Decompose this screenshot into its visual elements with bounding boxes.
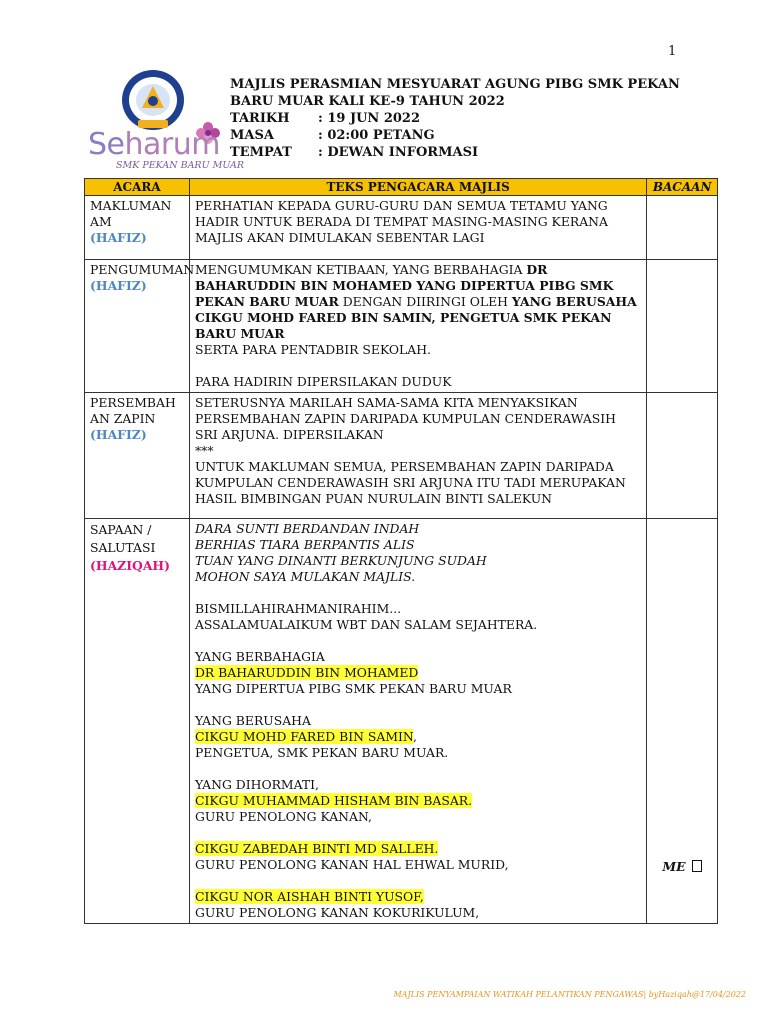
- acara-cell: MAKLUMAN AM (HAFIZ): [85, 196, 190, 260]
- acara-cell: PERSEMBAHAN ZAPIN (HAFIZ): [85, 393, 190, 519]
- checkbox-icon: [692, 860, 702, 872]
- bacaan-cell: [647, 196, 718, 260]
- speaker-label: (HAFIZ): [90, 427, 147, 442]
- teks-cell: PERHATIAN KEPADA GURU-GURU DAN SEMUA TETAMU YANG HADIR UNTUK BERADA DI TEMPAT MASING-MASING KERANA MAJLIS AKAN DIMULAKAN SEBENTAR LAGI: [189, 196, 646, 260]
- school-seal-icon: [120, 68, 186, 132]
- speaker-label: (HAFIZ): [90, 230, 147, 245]
- table-row: [85, 260, 718, 393]
- info-row-venue: TEMPAT : DEWAN INFORMASI: [230, 145, 479, 160]
- footer-note: MAJLIS PENYAMPAIAN WATIKAH PELANTIKAN PENGAWAS| byHaziqah@17/04/2022: [393, 990, 746, 999]
- guest-name: CIKGU NOR AISHAH BINTI YUSOF,: [194, 889, 424, 904]
- table-row: [85, 519, 718, 924]
- bacaan-cell: [647, 260, 718, 393]
- bacaan-cell: [647, 519, 718, 924]
- table-row: [85, 196, 718, 260]
- table-header-row: [85, 179, 718, 196]
- bacaan-marker: ME: [652, 855, 712, 875]
- guest-name: DR BAHARUDDIN BIN MOHAMED: [194, 665, 419, 680]
- acara-cell: PENGUMUMAN (HAFIZ): [85, 260, 190, 393]
- speaker-label: (HAFIZ): [90, 278, 147, 293]
- guest-name: CIKGU ZABEDAH BINTI MD SALLEH.: [194, 841, 439, 856]
- info-row-time: MASA : 02:00 PETANG: [230, 128, 435, 143]
- teks-cell: SETERUSNYA MARILAH SAMA-SAMA KITA MENYAKSIKAN PERSEMBAHAN ZAPIN DARIPADA KUMPULAN CENDERAWASIH SRI ARJUNA. DIPERSILAKAN *** UNTUK MAKLUMAN SEMUA, PERSEMBAHAN ZAPIN DARIPADA KUMPULAN CENDERAWASIH SRI ARJUNA ITU TADI MERUPAKAN HASIL BIMBINGAN PUAN NURULAIN BINTI SALEKUN: [189, 393, 646, 519]
- school-logo: [86, 68, 245, 171]
- teks-cell: MENGUMUMKAN KETIBAAN, YANG BERBAHAGIA DR BAHARUDDIN BIN MOHAMED YANG DIPERTUA PIBG SMK PEKAN BARU MUAR DENGAN DIIRINGI OLEH YANG BERUSAHA CIKGU MOHD FARED BIN SAMIN, PENGETUA SMK PEKAN BARU MUAR SERTA PARA PENTADBIR SEKOLAH. PARA HADIRIN DIPERSILAKAN DUDUK: [189, 260, 646, 393]
- bacaan-cell: [647, 393, 718, 519]
- acara-cell: SAPAAN / SALUTASI (HAZIQAH): [85, 519, 190, 924]
- page-number: 1: [668, 44, 677, 59]
- event-title: MAJLIS PERASMIAN MESYUARAT AGUNG PIBG SMK PEKAN BARU MUAR KALI KE-9 TAHUN 2022: [230, 77, 680, 109]
- header-teks: TEKS PENGACARA MAJLIS: [189, 179, 646, 196]
- brand-subtitle: SMK PEKAN BARU MUAR: [116, 160, 245, 171]
- header-acara: ACARA: [85, 179, 190, 196]
- speaker-label: (HAZIQAH): [90, 558, 171, 573]
- guest-name: CIKGU MOHD FARED BIN SAMIN: [194, 729, 413, 744]
- agenda-table: [84, 178, 718, 924]
- table-row: [85, 393, 718, 519]
- teks-cell: DARA SUNTI BERDANDAN INDAH BERHIAS TIARA BERPANTIS ALIS TUAN YANG DINANTI BERKUNJUNG SUDAH MOHON SAYA MULAKAN MAJLIS. BISMILLAHIRAHMANIRAHIM... ASSALAMUALAIKUM WBT DAN SALAM SEJAHTERA. YANG BERBAHAGIA DR BAHARUDDIN BIN MOHAMED YANG DIPERTUA PIBG SMK PEKAN BARU MUAR YANG BERUSAHA CIKGU MOHD FARED BIN SAMIN, PENGETUA, SMK PEKAN BARU MUAR. YANG DIHORMATI, CIKGU MUHAMMAD HISHAM BIN BASAR. GURU PENOLONG KANAN, CIKGU ZABEDAH BINTI MD SALLEH. GURU PENOLONG KANAN HAL EHWAL MURID, CIKGU NOR AISHAH BINTI YUSOF, GURU PENOLONG KANAN KOKURIKULUM,: [189, 519, 646, 924]
- event-header: [230, 76, 690, 161]
- header-bacaan: BACAAN: [647, 179, 718, 196]
- info-row-date: TARIKH : 19 JUN 2022: [230, 111, 421, 126]
- guest-name: CIKGU MUHAMMAD HISHAM BIN BASAR.: [194, 793, 473, 808]
- brand-name: Seharum: [88, 127, 220, 162]
